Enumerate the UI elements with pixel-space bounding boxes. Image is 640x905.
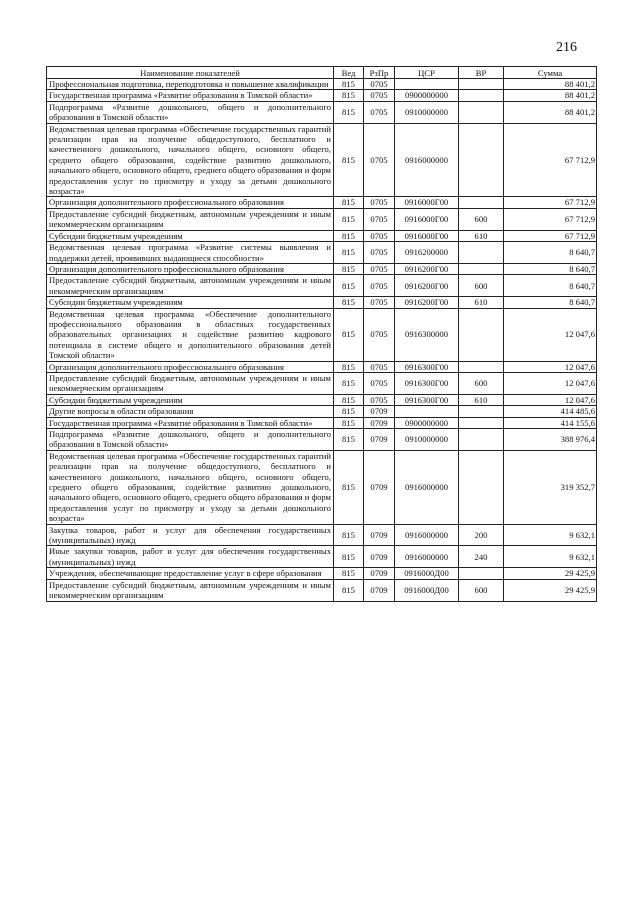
row-ved: 815 — [334, 79, 364, 90]
header-rzpr: РзПр — [364, 67, 395, 79]
row-csr: 0916000Г00 — [395, 197, 459, 208]
row-vr — [459, 429, 504, 451]
row-csr: 0916000Г00 — [395, 208, 459, 230]
row-name: Другие вопросы в области образования — [47, 406, 334, 417]
row-name: Профессиональная подготовка, переподготовка и повышение квалификации — [47, 79, 334, 90]
row-rzpr: 0705 — [364, 101, 395, 123]
table-row — [47, 101, 597, 123]
table-row — [47, 308, 597, 361]
row-csr: 0916200Г00 — [395, 297, 459, 308]
row-sum: 88 401,2 — [504, 79, 597, 90]
table-row — [47, 429, 597, 451]
row-sum: 8 640,7 — [504, 242, 597, 264]
row-rzpr: 0705 — [364, 308, 395, 361]
row-name: Ведомственная целевая программа «Развитие системы выявления и поддержки детей, проявивших выдающиеся способности» — [47, 242, 334, 264]
row-rzpr: 0705 — [364, 79, 395, 90]
row-ved: 815 — [334, 372, 364, 394]
row-vr — [459, 568, 504, 579]
row-rzpr: 0709 — [364, 450, 395, 524]
header-sum: Сумма — [504, 67, 597, 79]
row-csr: 0916000Г00 — [395, 230, 459, 241]
row-rzpr: 0705 — [364, 275, 395, 297]
row-rzpr: 0709 — [364, 429, 395, 451]
row-ved: 815 — [334, 361, 364, 372]
row-name: Организация дополнительного профессионального образования — [47, 197, 334, 208]
budget-table — [46, 66, 597, 602]
table-row — [47, 524, 597, 546]
table-header — [47, 67, 597, 79]
row-vr: 600 — [459, 208, 504, 230]
row-ved: 815 — [334, 297, 364, 308]
row-name: Ведомственная целевая программа «Обеспечение государственных гарантий реализации прав на получение общедоступного, бесплатного и качественного дошкольного, начального общего, основного общего, среднего общего образования, содействие развитию дошкольного, начального общего, основного общего, среднего общего образования и форм предоставления услуг по присмотру и уходу за детьми дошкольного возраста» — [47, 123, 334, 197]
row-rzpr: 0705 — [364, 263, 395, 274]
row-name: Ведомственная целевая программа «Обеспечение государственных гарантий реализации прав на получение общедоступного, бесплатного и качественного дошкольного, начального общего, основного общего, среднего общего образования, содействие развитию дошкольного, начального общего, основного общего, среднего общего образования и форм предоставления услуг по присмотру и уходу за детьми дошкольного возраста» — [47, 450, 334, 524]
row-ved: 815 — [334, 579, 364, 601]
table-row — [47, 79, 597, 90]
row-csr: 0900000000 — [395, 90, 459, 101]
row-vr — [459, 263, 504, 274]
row-sum: 12 047,6 — [504, 361, 597, 372]
table-row — [47, 372, 597, 394]
row-csr: 0916200Г00 — [395, 275, 459, 297]
row-csr — [395, 406, 459, 417]
row-vr — [459, 197, 504, 208]
row-name: Организация дополнительного профессионального образования — [47, 263, 334, 274]
row-ved: 815 — [334, 568, 364, 579]
row-rzpr: 0705 — [364, 394, 395, 405]
row-sum: 388 976,4 — [504, 429, 597, 451]
row-ved: 815 — [334, 242, 364, 264]
row-ved: 815 — [334, 546, 364, 568]
row-vr: 610 — [459, 230, 504, 241]
row-vr — [459, 90, 504, 101]
row-csr: 0916000000 — [395, 123, 459, 197]
row-vr: 600 — [459, 579, 504, 601]
row-csr: 0916000000 — [395, 546, 459, 568]
table-row — [47, 394, 597, 405]
row-name: Организация дополнительного профессионального образования — [47, 361, 334, 372]
row-csr: 0910000000 — [395, 101, 459, 123]
row-sum: 67 712,9 — [504, 123, 597, 197]
row-sum: 29 425,9 — [504, 579, 597, 601]
row-rzpr: 0705 — [364, 90, 395, 101]
row-csr — [395, 79, 459, 90]
row-sum: 88 401,2 — [504, 101, 597, 123]
row-csr: 0916000Д00 — [395, 579, 459, 601]
row-sum: 9 632,1 — [504, 524, 597, 546]
row-rzpr: 0709 — [364, 579, 395, 601]
header-csr: ЦСР — [395, 67, 459, 79]
table-row — [47, 197, 597, 208]
row-vr — [459, 123, 504, 197]
row-csr: 0916200Г00 — [395, 263, 459, 274]
row-vr: 600 — [459, 372, 504, 394]
row-name: Предоставление субсидий бюджетным, автономным учреждениям и иным некоммерческим организациям — [47, 208, 334, 230]
table-row — [47, 208, 597, 230]
row-ved: 815 — [334, 308, 364, 361]
table-row — [47, 361, 597, 372]
row-vr — [459, 406, 504, 417]
table-row — [47, 242, 597, 264]
row-sum: 414 155,6 — [504, 417, 597, 428]
row-ved: 815 — [334, 197, 364, 208]
row-sum: 12 047,6 — [504, 394, 597, 405]
table-row — [47, 546, 597, 568]
row-csr: 0916300000 — [395, 308, 459, 361]
row-rzpr: 0709 — [364, 524, 395, 546]
row-ved: 815 — [334, 417, 364, 428]
table-row — [47, 406, 597, 417]
table-row — [47, 123, 597, 197]
row-sum: 414 485,6 — [504, 406, 597, 417]
row-name: Ведомственная целевая программа «Обеспечение дополнительного профессионального образования в областных государственных образовательных организациях и содействие развитию кадрового потенциала в системе общего и дополнительного образования детей Томской области» — [47, 308, 334, 361]
row-rzpr: 0705 — [364, 361, 395, 372]
table-row — [47, 230, 597, 241]
table-row — [47, 568, 597, 579]
row-rzpr: 0705 — [364, 197, 395, 208]
table-row — [47, 417, 597, 428]
row-vr — [459, 101, 504, 123]
table-body — [47, 79, 597, 602]
header-vr: ВР — [459, 67, 504, 79]
header-ved: Вед — [334, 67, 364, 79]
row-csr: 0900000000 — [395, 417, 459, 428]
row-vr: 610 — [459, 394, 504, 405]
row-vr — [459, 361, 504, 372]
row-csr: 0916200000 — [395, 242, 459, 264]
row-csr: 0910000000 — [395, 429, 459, 451]
row-name: Государственная программа «Развитие образования в Томской области» — [47, 417, 334, 428]
row-vr — [459, 242, 504, 264]
row-sum: 9 632,1 — [504, 546, 597, 568]
row-sum: 8 640,7 — [504, 275, 597, 297]
row-vr: 600 — [459, 275, 504, 297]
row-ved: 815 — [334, 450, 364, 524]
row-csr: 0916300Г00 — [395, 394, 459, 405]
header-name: Наименование показателей — [47, 67, 334, 79]
row-ved: 815 — [334, 208, 364, 230]
row-sum: 67 712,9 — [504, 230, 597, 241]
row-sum: 319 352,7 — [504, 450, 597, 524]
row-rzpr: 0705 — [364, 230, 395, 241]
row-vr: 610 — [459, 297, 504, 308]
row-csr: 0916000000 — [395, 450, 459, 524]
row-sum: 67 712,9 — [504, 197, 597, 208]
row-ved: 815 — [334, 429, 364, 451]
row-sum: 29 425,9 — [504, 568, 597, 579]
row-rzpr: 0705 — [364, 208, 395, 230]
table-row — [47, 275, 597, 297]
row-sum: 8 640,7 — [504, 263, 597, 274]
row-name: Подпрограмма «Развитие дошкольного, общего и дополнительного образования в Томской области» — [47, 101, 334, 123]
row-vr — [459, 308, 504, 361]
row-rzpr: 0705 — [364, 297, 395, 308]
row-ved: 815 — [334, 524, 364, 546]
row-vr — [459, 450, 504, 524]
row-name: Субсидии бюджетным учреждениям — [47, 394, 334, 405]
row-ved: 815 — [334, 263, 364, 274]
row-ved: 815 — [334, 394, 364, 405]
row-name: Субсидии бюджетным учреждениям — [47, 297, 334, 308]
row-rzpr: 0709 — [364, 406, 395, 417]
row-ved: 815 — [334, 123, 364, 197]
row-vr — [459, 79, 504, 90]
row-name: Подпрограмма «Развитие дошкольного, общего и дополнительного образования в Томской области» — [47, 429, 334, 451]
page-number: 216 — [556, 40, 577, 55]
row-sum: 12 047,6 — [504, 372, 597, 394]
table-row — [47, 579, 597, 601]
row-vr: 200 — [459, 524, 504, 546]
table-row — [47, 297, 597, 308]
row-sum: 8 640,7 — [504, 297, 597, 308]
row-csr: 0916300Г00 — [395, 361, 459, 372]
row-name: Учреждения, обеспечивающие предоставление услуг в сфере образования — [47, 568, 334, 579]
row-name: Предоставление субсидий бюджетным, автономным учреждениям и иным некоммерческим организациям — [47, 372, 334, 394]
row-csr: 0916300Г00 — [395, 372, 459, 394]
row-rzpr: 0709 — [364, 546, 395, 568]
row-rzpr: 0705 — [364, 372, 395, 394]
header-row — [47, 67, 597, 79]
row-name: Предоставление субсидий бюджетным, автономным учреждениям и иным некоммерческим организациям — [47, 275, 334, 297]
row-name: Государственная программа «Развитие образования в Томской области» — [47, 90, 334, 101]
table-row — [47, 263, 597, 274]
row-name: Закупка товаров, работ и услуг для обеспечения государственных (муниципальных) нужд — [47, 524, 334, 546]
row-rzpr: 0705 — [364, 123, 395, 197]
row-ved: 815 — [334, 275, 364, 297]
row-vr — [459, 417, 504, 428]
row-vr: 240 — [459, 546, 504, 568]
row-sum: 12 047,6 — [504, 308, 597, 361]
table-row — [47, 450, 597, 524]
row-rzpr: 0705 — [364, 242, 395, 264]
row-name: Иные закупки товаров, работ и услуг для обеспечения государственных (муниципальных) нужд — [47, 546, 334, 568]
row-ved: 815 — [334, 101, 364, 123]
row-ved: 815 — [334, 90, 364, 101]
row-ved: 815 — [334, 230, 364, 241]
row-ved: 815 — [334, 406, 364, 417]
row-csr: 0916000000 — [395, 524, 459, 546]
row-rzpr: 0709 — [364, 417, 395, 428]
row-name: Предоставление субсидий бюджетным, автономным учреждениям и иным некоммерческим организациям — [47, 579, 334, 601]
row-sum: 67 712,9 — [504, 208, 597, 230]
row-csr: 0916000Д00 — [395, 568, 459, 579]
row-sum: 88 401,2 — [504, 90, 597, 101]
row-rzpr: 0709 — [364, 568, 395, 579]
table-row — [47, 90, 597, 101]
row-name: Субсидии бюджетным учреждениям — [47, 230, 334, 241]
